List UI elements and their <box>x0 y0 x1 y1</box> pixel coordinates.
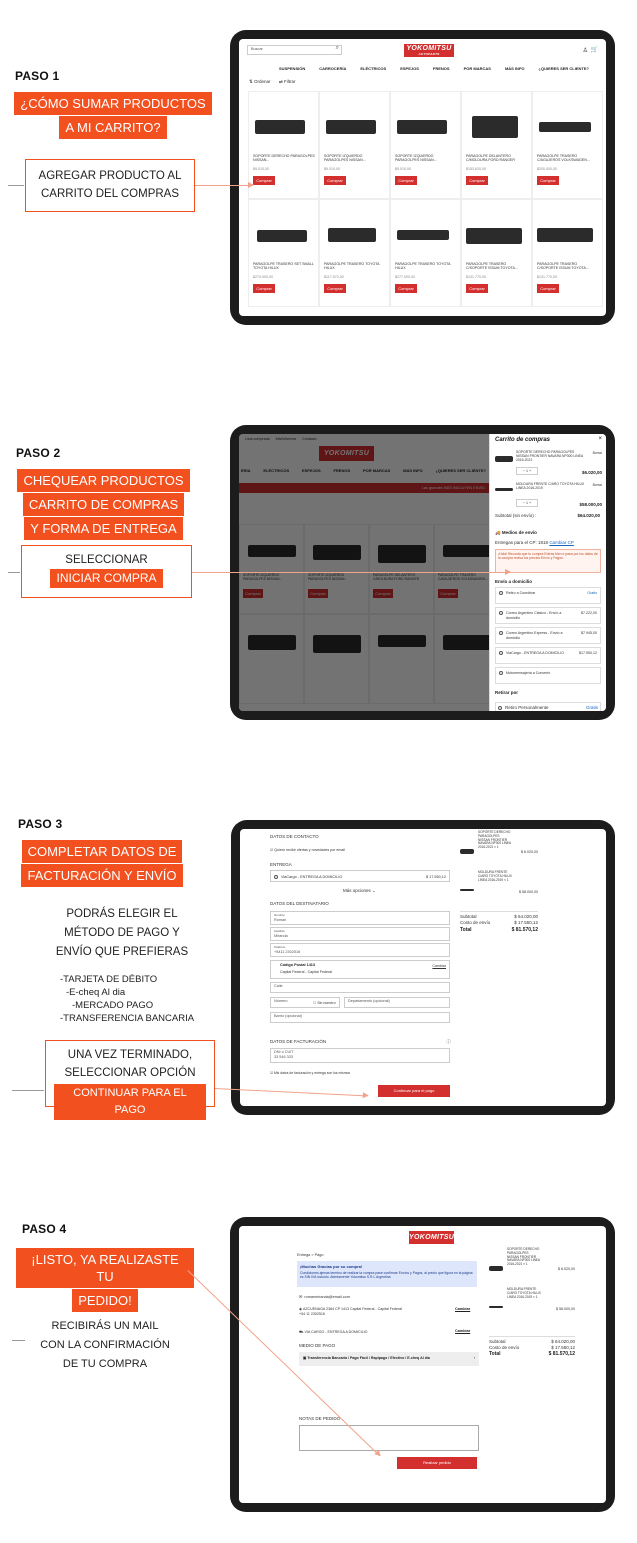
product-card[interactable] <box>532 91 603 199</box>
buy-button[interactable]: Comprar <box>466 176 488 185</box>
summary-item-name: SOPORTE DERECHO PARAGOLPES NISSAN FRONTIER NAVARA NP300 LINEA 2016-2021 × 1 <box>478 830 512 850</box>
product-price: $153.620,00 <box>466 167 486 171</box>
step-3-text <box>47 905 197 962</box>
location-icon: ◉ <box>299 1307 303 1311</box>
product-price: $9.010,00 <box>253 167 269 171</box>
nav-item[interactable]: POR MARCAS <box>463 66 491 71</box>
step-4-instruction-line1: RECIBIRÁS UN MAIL <box>51 1320 159 1332</box>
recipient-field[interactable]: Nombre Roman <box>270 911 450 925</box>
change-cp-link[interactable]: Cambiar CP <box>549 540 574 545</box>
step-3-text-line3: ENVÍO QUE PREFIERAS <box>55 946 189 958</box>
step-2-heading-line1: CHEQUEAR PRODUCTOS <box>17 469 189 492</box>
nav-item[interactable]: ELÉCTRICOS <box>360 66 387 71</box>
postal-code-box <box>270 960 450 979</box>
user-icon[interactable]: ♙ <box>582 48 588 54</box>
product-price: $9.010,00 <box>324 167 340 171</box>
arrow-step-1 <box>195 185 253 186</box>
subtotal-label: Subtotal <box>489 1339 506 1344</box>
total-value: $ 81.570,12 <box>511 927 538 933</box>
product-name[interactable]: PARAGOLPE TRASERO TOYOTA HILUX <box>324 262 380 271</box>
recipient-title: DATOS DEL DESTINATARIO <box>270 901 329 906</box>
shipping-option[interactable]: Motomensajería a Convenir <box>495 667 601 684</box>
radio-icon[interactable] <box>499 591 503 595</box>
shipping-value: $ 17.550,12 <box>551 1345 575 1350</box>
product-name[interactable]: PARAGOLPE DELANTERO C/MOLDURA FORD RANGER <box>466 154 515 163</box>
thanks-detail: Condiciones ajenas termino de realizar la compra pase confirmar Envíos y Pagos, al precio que figura en la página es SIN IVA incluido. Atentamente Yokomitsu S.R.L Argentina <box>300 1271 473 1280</box>
payment-method: -TRANSFERENCIA BANCARIA <box>60 1013 195 1024</box>
delivery-title: ENTREGA <box>270 862 292 867</box>
recipient-field[interactable]: Apellido Miranda <box>270 927 450 941</box>
step-3-heading-line2: FACTURACIÓN Y ENVÍO <box>21 864 182 887</box>
summary-item-image <box>489 1266 503 1271</box>
step-2-instruction <box>21 545 192 598</box>
postal-label: Código Postal 1413 <box>280 963 316 967</box>
shipping-label: Costo de envío <box>460 920 491 925</box>
buy-button[interactable]: Comprar <box>466 284 488 293</box>
sort-button[interactable]: ⇅ Ordenar <box>249 79 271 84</box>
buy-button[interactable]: Comprar <box>395 176 417 185</box>
product-name[interactable]: SOPORTE IZQUIERDO PARAGOLPES NISSAN... <box>324 154 366 163</box>
product-image[interactable] <box>397 230 449 240</box>
product-price: $200.000,00 <box>537 167 557 171</box>
step-4-label: PASO 4 <box>22 1222 67 1236</box>
summary-item-name: MOLDURA FRENTE C/ARO TOYOTA HILUX LINEA 2016-2019 × 1 <box>507 1287 541 1299</box>
notice-box: ¡Hola! Recordá que tu compra Entras bien e pasa por los datos de la compra revisa los precios Envío y Pagos. <box>495 549 601 573</box>
shipping-row: ⛟ VIA CARGO - ENTREGA A DOMICILIO <box>299 1330 368 1334</box>
thanks-message: ¡Muchas Gracias por su compra! <box>300 1264 363 1269</box>
order-summary <box>489 1246 577 1356</box>
step-2-heading <box>16 469 191 540</box>
step-3-heading-line1: COMPLETAR DATOS DE <box>22 840 183 863</box>
summary-item-name: MOLDURA FRENTE C/ARO TOYOTA HILUX LINEA 2016-2019 × 1 <box>478 870 512 882</box>
buy-button[interactable]: Comprar <box>537 176 559 185</box>
summary-item-price: $ 58.000,00 <box>556 1307 575 1311</box>
step-4-heading <box>16 1248 194 1312</box>
step-3-instruction-highlight: CONTINUAR PARA EL PAGO <box>54 1084 206 1120</box>
step-1-heading <box>13 92 213 139</box>
screen-step-3 <box>240 829 606 1106</box>
change-shipping-link[interactable]: Cambiar <box>455 1329 471 1333</box>
more-options[interactable]: Más opciones ⌄ <box>343 888 376 893</box>
notes-title: NOTAS DE PEDIDO <box>299 1416 341 1421</box>
cart-item-image <box>495 488 513 491</box>
product-price: $277.000,00 <box>395 275 415 279</box>
arrow-step-2 <box>192 572 510 573</box>
shipping-option[interactable]: Correo Argentino Clásico - Envío a domicilio $7.222,00 <box>495 607 601 624</box>
buy-button[interactable]: Comprar <box>253 176 275 185</box>
no-number-checkbox[interactable]: ☐ Sin número <box>313 1001 336 1005</box>
step-2-heading-line3: Y FORMA DE ENTREGA <box>24 517 182 540</box>
tick-mark <box>12 1340 25 1341</box>
product-card[interactable] <box>461 199 532 307</box>
change-postal-link[interactable]: Cambiar <box>432 964 446 968</box>
nav-item[interactable]: FRENOS <box>432 66 450 71</box>
step-4-heading-line1: ¡LISTO, YA REALIZASTE TU <box>16 1248 194 1288</box>
subtotal-label: Subtotal (sin envío) : <box>495 513 537 518</box>
payment-methods-list <box>60 973 200 1025</box>
step-3-text-line1: PODRÁS ELEGIR EL <box>66 908 178 920</box>
product-name[interactable]: SOPORTE DERECHO PARAGOLPES NISSAN... <box>253 154 315 163</box>
nav-item[interactable]: SUSPENSIÓN <box>279 66 306 71</box>
divider <box>489 1336 575 1337</box>
product-name[interactable]: PARAGOLPE TRASERO C/SOPORTE ISSUM TOYOTA... <box>466 262 518 271</box>
pickup-option[interactable]: Retiro Personalmente Gratis <box>495 702 601 711</box>
mail-icon: ✉ <box>299 1295 303 1299</box>
summary-item-image <box>489 1306 503 1308</box>
total-label: Total <box>460 927 472 933</box>
buy-button[interactable]: Comprar <box>395 284 417 293</box>
product-card[interactable] <box>248 199 319 307</box>
brand-logo[interactable]: YOKOMITSU AUTOPARTS <box>404 44 454 57</box>
filter-button[interactable]: ⇄ Filtrar <box>279 79 296 84</box>
nav-item[interactable]: CARROCERÍA <box>319 66 347 71</box>
product-price: $117.570,00 <box>324 275 344 279</box>
delivery-option[interactable]: ViaCargo - ENTREGA A DOMICILIO $ 17.550,12 <box>270 870 450 882</box>
order-summary <box>460 829 540 939</box>
step-4-instruction <box>25 1317 185 1374</box>
product-card[interactable] <box>390 91 461 199</box>
product-card[interactable] <box>319 91 390 199</box>
product-image[interactable] <box>255 120 305 134</box>
tick-mark <box>8 572 20 573</box>
step-3-instruction-line2: SELECCIONAR OPCIÓN <box>64 1067 196 1079</box>
shipping-value: $ 17.550,12 <box>514 920 538 925</box>
subtotal-label: Subtotal <box>460 914 477 919</box>
thanks-box <box>297 1261 477 1287</box>
product-name[interactable]: PARAGOLPE TRASERO C/SOPORTE ISSUM TOYOTA... <box>537 262 589 271</box>
checkout-form <box>268 829 453 1106</box>
tick-mark <box>12 1090 44 1091</box>
step-1-instruction-line1: AGREGAR PRODUCTO AL <box>38 170 182 182</box>
shipping-title: 🚚 Medios de envío <box>495 530 537 535</box>
cart-item-name: MOLDURA FRENTE C/ARO TOYOTA HILUX LINEA 2016-2019 <box>516 482 585 490</box>
product-image[interactable] <box>257 230 307 242</box>
close-icon[interactable]: × <box>598 436 602 442</box>
subtotal-value: $ 64.020,00 <box>551 1339 575 1344</box>
step-3-instruction <box>45 1040 215 1116</box>
product-image[interactable] <box>328 228 376 242</box>
total-value: $ 81.570,12 <box>548 1351 575 1357</box>
step-2-label: PASO 2 <box>16 446 61 460</box>
dni-input[interactable]: DNI o CUIT 33 546 333 <box>270 1048 450 1063</box>
step-1-heading-line2: A MI CARRITO? <box>59 116 166 139</box>
remove-link[interactable]: Borrar <box>592 483 602 487</box>
address-row: ◉ AZCUENAGA 2384 CP 1413 Capital Federal - Capital Federal +54 11 2302516 <box>299 1307 402 1316</box>
recipient-field[interactable]: Teléfono +5411 2302516 <box>270 943 450 957</box>
product-price: $270.000,00 <box>253 275 273 279</box>
quantity-stepper[interactable]: − 1 + <box>516 467 538 475</box>
breadcrumb: Entrega > Pago <box>297 1253 324 1257</box>
contact-title: DATOS DE CONTACTO <box>270 834 319 839</box>
cp-row: Entregas para el CP: 1818 Cambiar CP <box>495 540 574 545</box>
step-3-instruction-line1: UNA VEZ TERMINADO, <box>67 1049 193 1061</box>
tick-mark <box>8 185 24 186</box>
cart-item-image <box>495 456 513 462</box>
search-input[interactable]: Buscar ⌕ <box>247 45 342 55</box>
payment-option[interactable]: ▣ Transferencia Bancaria / Pago Fácil / Rapipago / Efectivo / E-cheq Al día › <box>299 1352 479 1366</box>
product-name[interactable]: PARAGOLPE TRASERO SET SMALL TOYOTA HILUX <box>253 262 314 271</box>
step-4-heading-line2: PEDIDO! <box>72 1289 137 1312</box>
step-1-label: PASO 1 <box>15 69 60 83</box>
delivery-heading: Envío a domicilio <box>495 579 533 584</box>
radio-icon[interactable] <box>499 671 503 675</box>
product-card[interactable] <box>532 199 603 307</box>
buy-button[interactable]: Comprar <box>324 176 346 185</box>
buy-button[interactable]: Comprar <box>324 284 346 293</box>
nav-item[interactable]: MÁS INFO <box>504 66 525 71</box>
tablet-step-4 <box>230 1217 615 1512</box>
step-3-text-line2: MÉTODO DE PAGO Y <box>64 927 180 939</box>
postal-city: Capital Federal - Capital Federal <box>280 970 332 974</box>
product-price: $131.770,00 <box>537 275 557 279</box>
place-order-button[interactable]: Realizar pedido <box>397 1457 477 1469</box>
email-row: ✉ romanmiranda@email.com <box>299 1295 350 1299</box>
product-name[interactable]: PARAGOLPE TRASERO C/AGUJEROS VOLKSWAGEN... <box>537 154 590 163</box>
buy-button[interactable]: Comprar <box>253 284 275 293</box>
cart-icon[interactable]: 🛒 <box>590 47 598 53</box>
truck-icon: ⛟ <box>299 1330 304 1334</box>
divider <box>460 911 538 912</box>
street-input[interactable]: Calle <box>270 982 450 993</box>
summary-item-image <box>460 849 474 854</box>
step-1-heading-line1: ¿CÓMO SUMAR PRODUCTOS <box>14 92 211 115</box>
screen-step-4 <box>239 1226 606 1503</box>
payment-title: MEDIO DE PAGO <box>299 1343 336 1348</box>
product-image[interactable] <box>537 228 593 242</box>
product-image[interactable] <box>326 120 376 134</box>
search-icon[interactable]: ⌕ <box>335 45 339 51</box>
step-3-label: PASO 3 <box>18 817 63 831</box>
product-card[interactable] <box>248 91 319 199</box>
cart-item-price: $6.020,00 <box>581 470 602 475</box>
summary-item-price: $ 6.020,00 <box>558 1267 575 1271</box>
step-2-heading-line2: CARRITO DE COMPRAS <box>23 493 184 516</box>
step-3-heading <box>17 840 187 887</box>
buy-button[interactable]: Comprar <box>537 284 559 293</box>
summary-item-name: SOPORTE DERECHO PARAGOLPES NISSAN FRONTIER NAVARA NP300 LINEA 2016-2021 × 1 <box>507 1247 541 1267</box>
screen-step-1 <box>239 39 606 316</box>
payment-method: -E-cheq Al dia <box>66 987 126 998</box>
radio-icon[interactable] <box>499 651 503 655</box>
newsletter-checkbox[interactable]: ☑ Quiero recibir ofertas y novedades por email <box>270 848 345 852</box>
cart-item-price: $58.000,00 <box>579 502 602 507</box>
billing-title: DATOS DE FACTURACIÓN <box>270 1039 327 1044</box>
product-image[interactable] <box>397 120 447 134</box>
product-image[interactable] <box>466 228 522 244</box>
payment-method: -MERCADO PAGO <box>72 1000 154 1011</box>
subtotal-value: $ 64.020,00 <box>514 914 538 919</box>
product-name[interactable]: PARAGOLPE TRASERO TOYOTA HILUX <box>395 262 451 271</box>
summary-item-price: $ 58.000,00 <box>519 890 538 894</box>
product-card[interactable] <box>319 199 390 307</box>
radio-icon[interactable] <box>499 611 503 615</box>
tablet-step-1 <box>230 30 615 325</box>
product-name[interactable]: SOPORTE IZQUIERDO PARAGOLPES NISSAN... <box>395 154 437 163</box>
info-icon[interactable]: ⓘ <box>446 1039 451 1044</box>
neighborhood-input[interactable]: Barrio (opcional) <box>270 1012 450 1023</box>
main-nav <box>279 66 589 71</box>
step-1-instruction <box>25 159 195 212</box>
nav-item[interactable]: ESPEJOS <box>400 66 419 71</box>
shipping-option[interactable]: Correo Argentino Express - Envío a domicilio $7.945,00 <box>495 627 601 644</box>
remove-link[interactable]: Borrar <box>592 451 602 455</box>
cart-item-name: SOPORTE DERECHO PARAGOLPES NISSAN FRONTIER NAVARA NP300 LINEA 2016-2021 <box>516 450 583 462</box>
step-4-instruction-line3: DE TU COMPRA <box>62 1358 148 1370</box>
step-2-instruction-line1: SELECCIONAR <box>65 554 148 566</box>
summary-item-price: $ 6.020,00 <box>521 850 538 854</box>
product-price: $9.010,00 <box>395 167 411 171</box>
radio-icon[interactable] <box>499 631 503 635</box>
product-card[interactable] <box>461 91 532 199</box>
cart-title: Carrito de compras <box>495 437 551 443</box>
step-2-instruction-highlight: INICIAR COMPRA <box>50 569 162 588</box>
step-1-instruction-line2: CARRITO DEL COMPRAS <box>40 188 180 200</box>
summary-item-image <box>460 889 474 891</box>
subtotal-value: $64.020,00 <box>577 513 600 518</box>
pickup-heading: Retirar por <box>495 690 519 695</box>
shipping-label: Costo de envío <box>489 1345 520 1350</box>
bank-icon: ▣ <box>303 1356 307 1360</box>
quantity-stepper[interactable]: − 1 + <box>516 499 538 507</box>
tablet-step-3 <box>231 820 615 1115</box>
payment-method: -TARJETA DE DÉBITO <box>60 974 158 985</box>
order-notes-textarea[interactable] <box>299 1425 479 1451</box>
total-label: Total <box>489 1351 501 1357</box>
product-card[interactable] <box>390 199 461 307</box>
product-price: $131.770,00 <box>466 275 486 279</box>
nav-item[interactable]: ¿QUIERES SER CLIENTE? <box>538 66 589 71</box>
shipping-option[interactable]: Retiro a Coordinar Gratis <box>495 587 601 604</box>
change-address-link[interactable]: Cambiar <box>455 1307 471 1311</box>
product-image[interactable] <box>539 122 591 132</box>
apartment-input[interactable]: Departamento (opcional) <box>344 997 450 1008</box>
continue-to-payment-button[interactable]: Continuar para el pago <box>378 1085 450 1097</box>
billing-same-checkbox[interactable]: ☑ Mis datos de facturación y entrega son los mismos <box>270 1071 351 1075</box>
brand-logo[interactable]: YOKOMITSU <box>409 1231 454 1244</box>
shipping-option[interactable]: ViaCargo - ENTREGA A DOMICILIO $17.550,12 <box>495 647 601 664</box>
number-input[interactable]: Número <box>270 997 340 1008</box>
step-4-instruction-line2: CON LA CONFIRMACIÓN <box>40 1339 170 1351</box>
product-image[interactable] <box>472 116 518 138</box>
